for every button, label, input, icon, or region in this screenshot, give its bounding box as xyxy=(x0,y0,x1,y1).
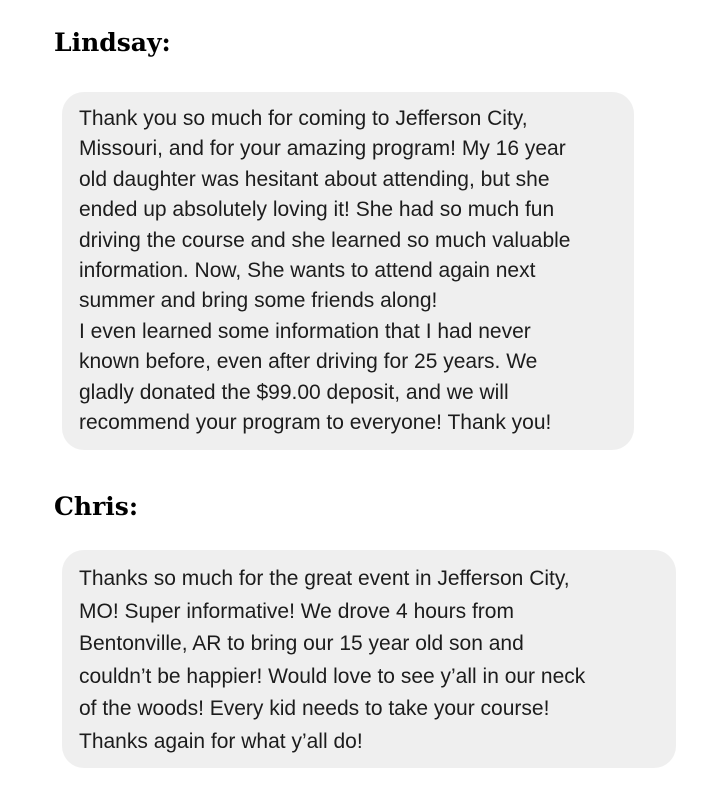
message-line: old daughter was hesitant about attending, but she xyxy=(79,167,550,191)
testimonial-message-bubble xyxy=(62,92,634,450)
message-line: known before, even after driving for 25 years. We xyxy=(79,350,538,374)
message-line: Missouri, and for your amazing program! My 16 year xyxy=(79,137,566,161)
message-paragraph xyxy=(79,563,658,759)
testimonial-author-name: Chris: xyxy=(54,492,139,521)
message-line: couldn’t be happier! Would love to see y’all in our neck xyxy=(79,664,586,688)
message-line: Thanks so much for the great event in Jefferson City, xyxy=(79,567,570,590)
testimonial-author-name: Lindsay: xyxy=(54,28,171,57)
message-line: Thank you so much for coming to Jefferson City, xyxy=(79,107,528,130)
message-line: of the woods! Every kid needs to take your course! xyxy=(79,697,550,721)
message-line: recommend your program to everyone! Thank you! xyxy=(79,411,552,435)
message-line: MO! Super informative! We drove 4 hours from xyxy=(79,599,514,623)
message-paragraph xyxy=(79,104,616,317)
testimonial-message-bubble xyxy=(62,550,676,768)
message-line: driving the course and she learned so much valuable xyxy=(79,228,571,252)
message-line: I even learned some information that I had never xyxy=(79,319,531,343)
message-line: Bentonville, AR to bring our 15 year old son and xyxy=(79,632,524,656)
message-line: gladly donated the $99.00 deposit, and we will xyxy=(79,380,509,404)
message-line: summer and bring some friends along! xyxy=(79,289,438,313)
message-paragraph xyxy=(79,317,616,439)
message-line: information. Now, She wants to attend again next xyxy=(79,259,536,283)
message-line: ended up absolutely loving it! She had so much fun xyxy=(79,198,555,222)
message-line: Thanks again for what y’all do! xyxy=(79,729,363,753)
